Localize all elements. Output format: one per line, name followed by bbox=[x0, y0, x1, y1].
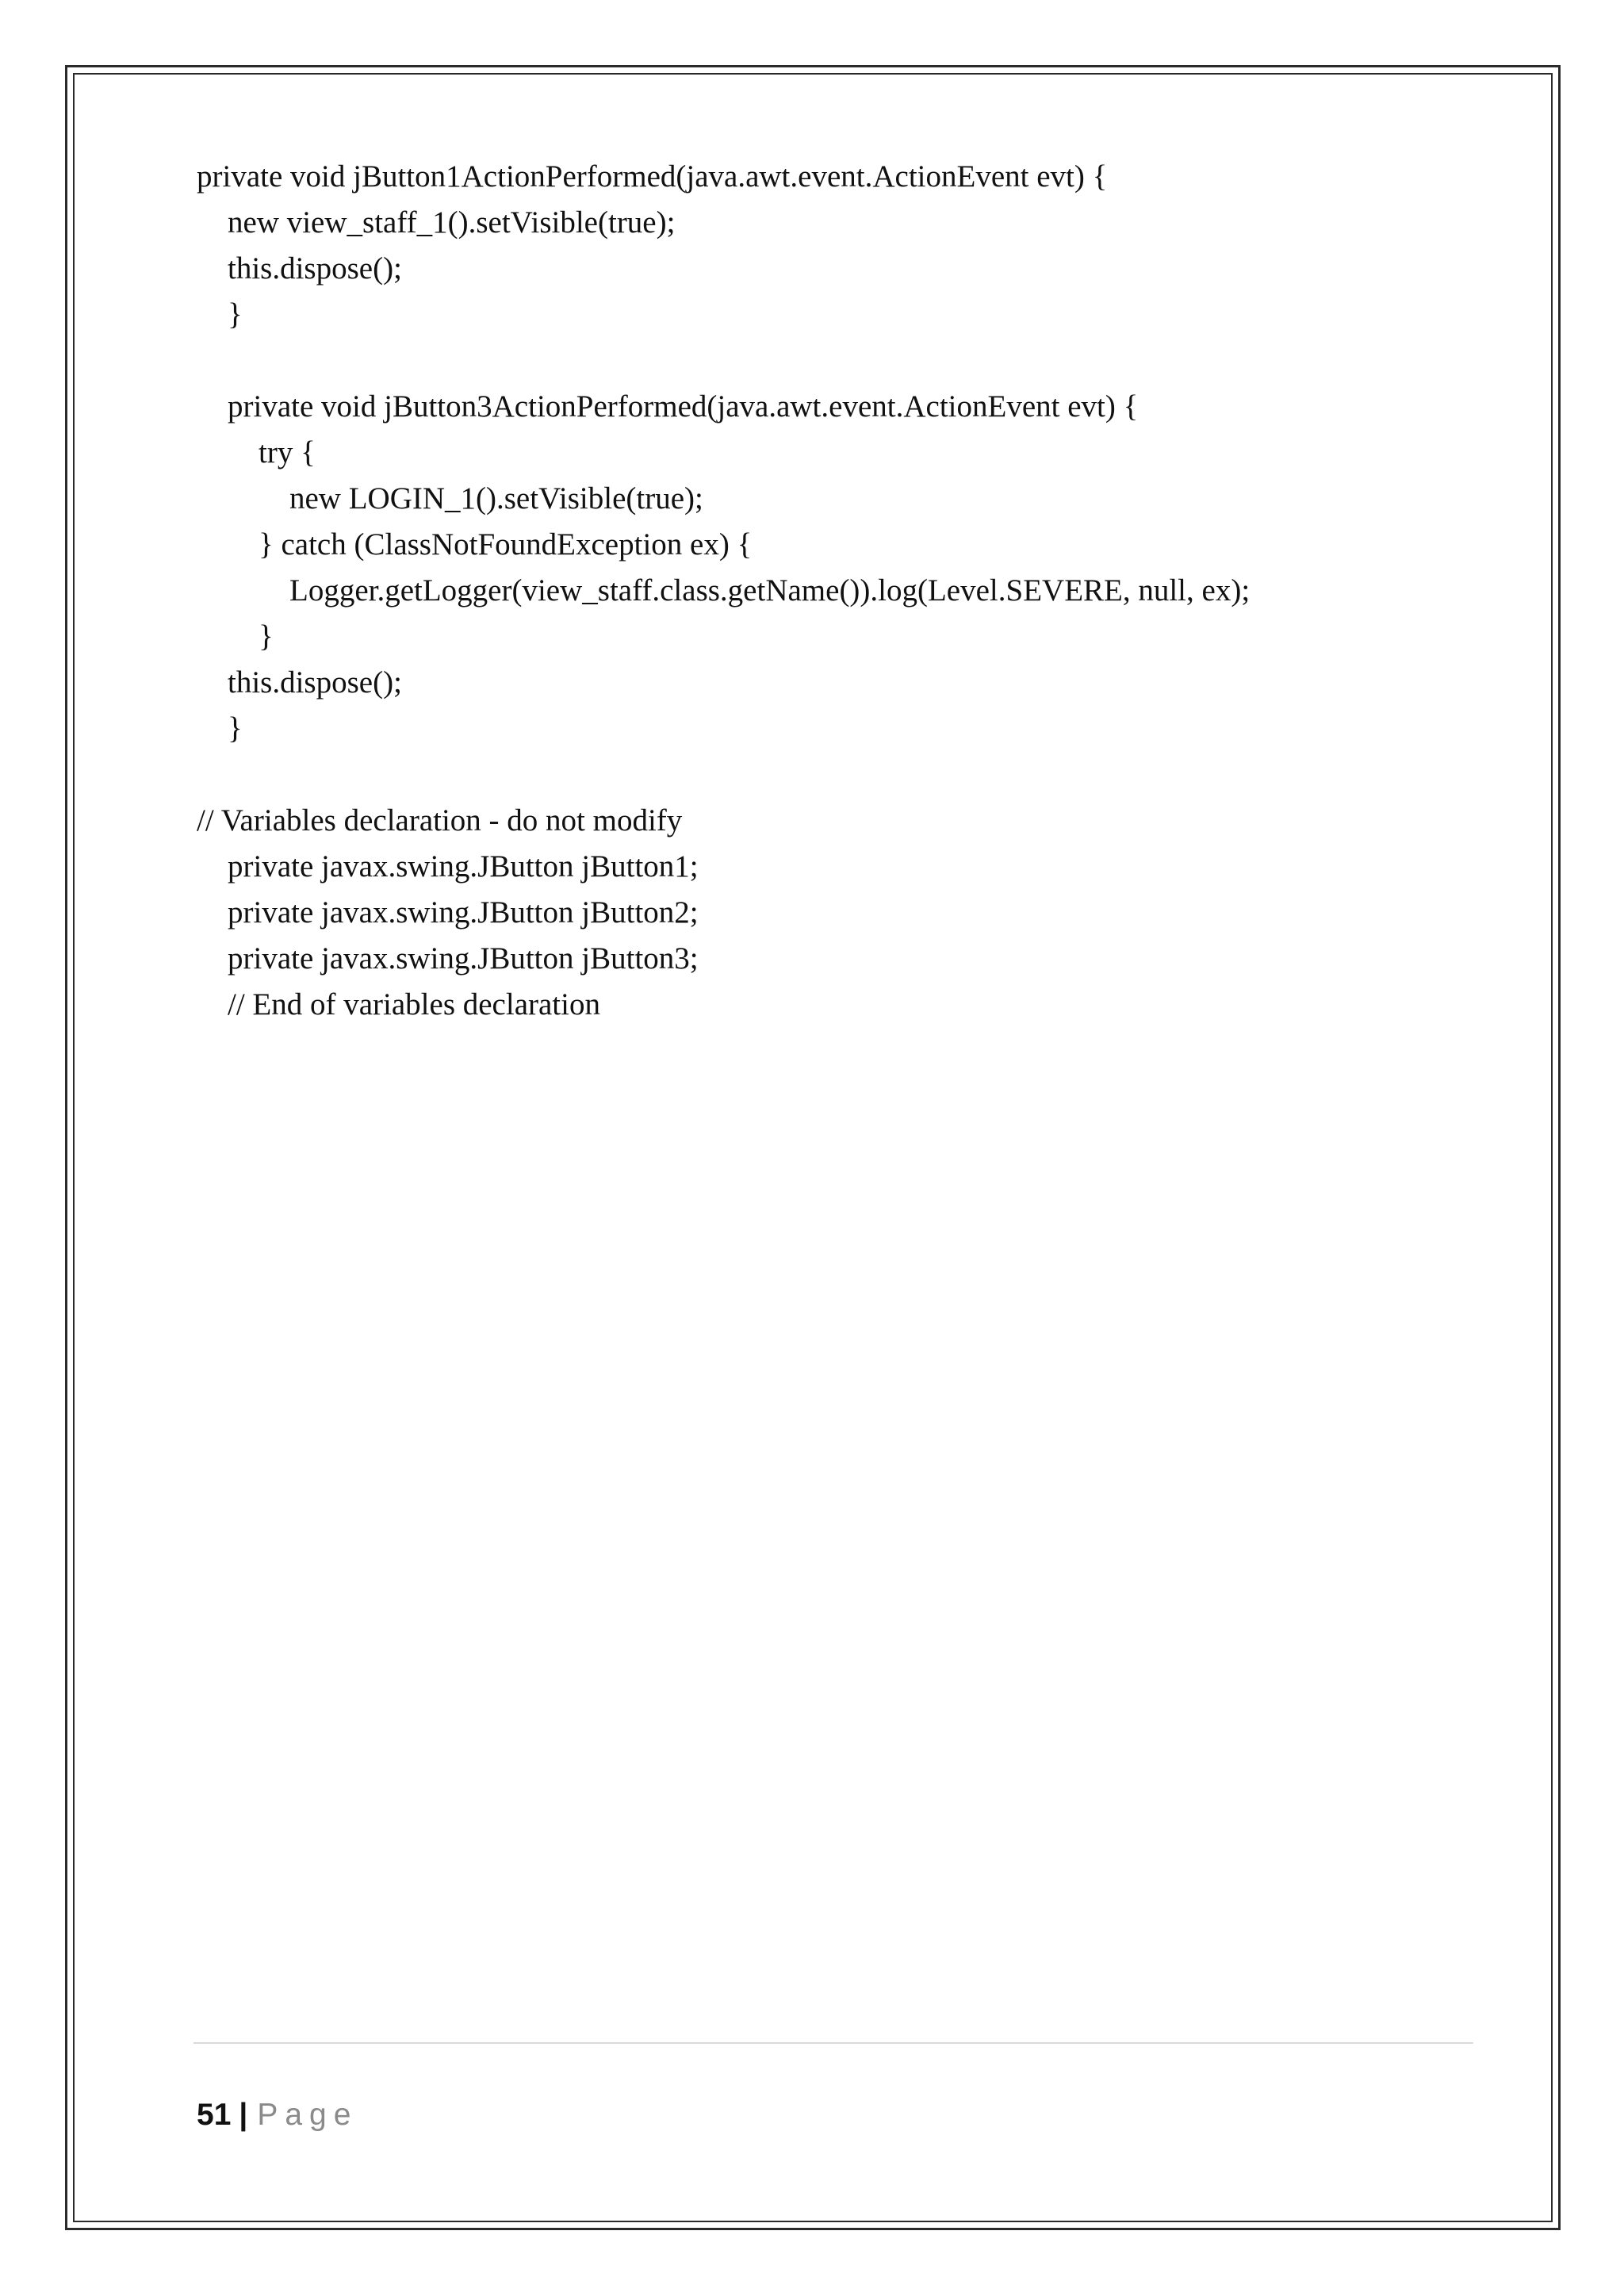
code-line: private javax.swing.JButton jButton3; bbox=[197, 941, 699, 976]
page-label: Page bbox=[257, 2098, 358, 2132]
code-line: try { bbox=[197, 435, 316, 470]
code-line: } bbox=[197, 297, 243, 332]
code-line: } bbox=[197, 619, 274, 654]
code-line: } bbox=[197, 711, 243, 746]
code-line: this.dispose(); bbox=[197, 251, 402, 286]
code-listing bbox=[197, 154, 1465, 1028]
code-line: this.dispose(); bbox=[197, 665, 402, 700]
code-line: private javax.swing.JButton jButton1; bbox=[197, 849, 699, 884]
page-number: 51 bbox=[197, 2098, 232, 2132]
code-line: Logger.getLogger(view_staff.class.getName()).log(Level.SEVERE, null, ex); bbox=[197, 573, 1251, 608]
page-separator: | bbox=[239, 2098, 248, 2132]
code-line: // Variables declaration - do not modify bbox=[197, 803, 683, 838]
code-line bbox=[197, 752, 1465, 798]
page-footer bbox=[197, 2096, 358, 2134]
code-line: // End of variables declaration bbox=[197, 987, 600, 1022]
code-line: private void jButton1ActionPerformed(java.awt.event.ActionEvent evt) { bbox=[197, 159, 1108, 194]
code-line: } catch (ClassNotFoundException ex) { bbox=[197, 527, 753, 562]
code-line bbox=[197, 338, 1465, 384]
code-line: private javax.swing.JButton jButton2; bbox=[197, 895, 699, 930]
footer-divider bbox=[193, 2042, 1473, 2044]
code-line: new LOGIN_1().setVisible(true); bbox=[197, 481, 703, 516]
code-line: private void jButton3ActionPerformed(java.awt.event.ActionEvent evt) { bbox=[197, 389, 1139, 424]
code-line: new view_staff_1().setVisible(true); bbox=[197, 205, 676, 240]
